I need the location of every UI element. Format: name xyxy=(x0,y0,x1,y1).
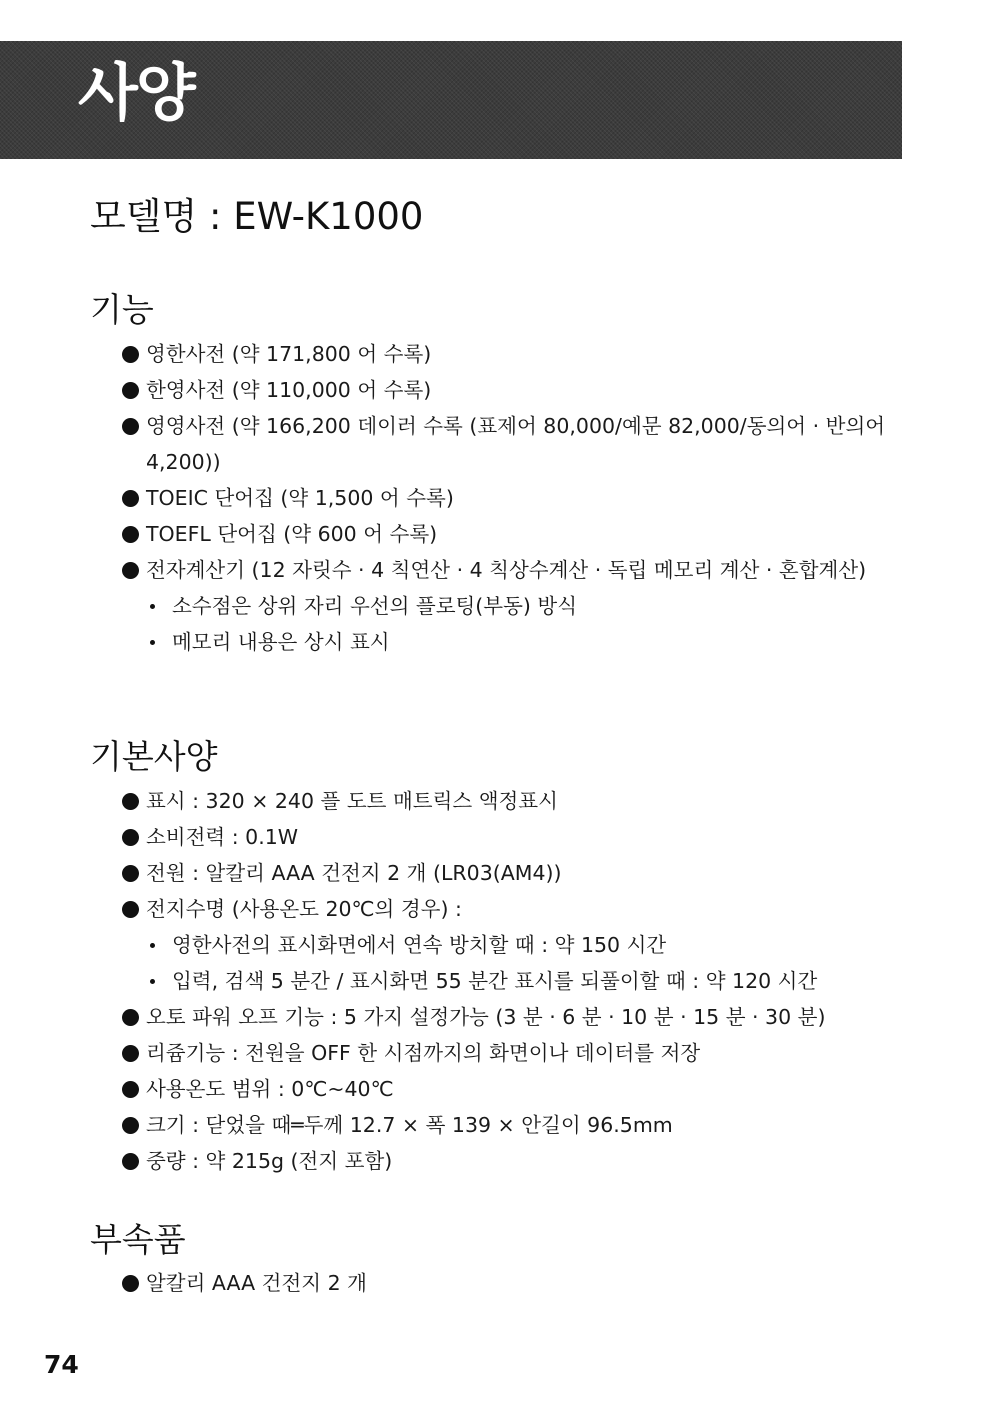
page-title: 사양 xyxy=(78,56,194,129)
list-item: 알칼리 AAA 건전지 2 개 xyxy=(122,1265,922,1301)
list-item: TOEFL 단어집 (약 600 어 수록) xyxy=(122,516,922,552)
bullet-icon xyxy=(122,490,139,507)
list-item: 소비전력 : 0.1W xyxy=(122,819,922,855)
bullet-icon xyxy=(122,1045,139,1062)
bullet-icon xyxy=(122,418,139,435)
bullet-icon xyxy=(122,526,139,543)
bullet-icon xyxy=(122,829,139,846)
list-item: 영영사전 (약 166,200 데이러 수록 (표제어 80,000/예문 82,000/동의어 · 반의어 4,200)) xyxy=(122,408,922,480)
bullet-icon xyxy=(122,1153,139,1170)
small-bullet-icon xyxy=(150,604,155,609)
section-heading-functions: 기능 xyxy=(90,290,154,329)
bullet-icon xyxy=(122,793,139,810)
model-name: 모델명 : EW-K1000 xyxy=(90,195,424,238)
bullet-icon xyxy=(122,1275,139,1292)
small-bullet-icon xyxy=(150,640,155,645)
list-item: 전지수명 (사용온도 20℃의 경우) : xyxy=(122,891,922,927)
bullet-icon xyxy=(122,1117,139,1134)
list-item: 중량 : 약 215g (전지 포함) xyxy=(122,1143,922,1179)
list-item: 크기 : 닫었을 때═두께 12.7 × 폭 139 × 안길이 96.5mm xyxy=(122,1107,922,1143)
section-heading-accessories: 부속품 xyxy=(90,1220,186,1259)
accessories-list xyxy=(122,1265,922,1301)
list-item: 오토 파워 오프 기능 : 5 가지 설정가능 (3 분 · 6 분 · 10 분 · 15 분 · 30 분) xyxy=(122,999,922,1035)
list-item: 표시 : 320 × 240 플 도트 매트릭스 액정표시 xyxy=(122,783,922,819)
sub-list-item: 소수점은 상위 자리 우선의 플로팅(부동) 방식 xyxy=(122,588,922,624)
sub-list-item: 입력, 검색 5 분간 / 표시화면 55 분간 표시를 되풀이할 때 : 약 120 시간 xyxy=(122,963,922,999)
bullet-icon xyxy=(122,562,139,579)
basic-spec-list xyxy=(122,783,922,1179)
list-item: 전자계산기 (12 자릿수 · 4 칙연산 · 4 칙상수계산 · 독립 메모리 계산 · 혼합계산) xyxy=(122,552,922,588)
list-item: 영한사전 (약 171,800 어 수록) xyxy=(122,336,922,372)
sub-list-item: 영한사전의 표시화면에서 연속 방치할 때 : 약 150 시간 xyxy=(122,927,922,963)
bullet-icon xyxy=(122,346,139,363)
list-item: 전원 : 알칼리 AAA 건전지 2 개 (LR03(AM4)) xyxy=(122,855,922,891)
bullet-icon xyxy=(122,1009,139,1026)
bullet-icon xyxy=(122,1081,139,1098)
bullet-icon xyxy=(122,865,139,882)
small-bullet-icon xyxy=(150,979,155,984)
functions-list xyxy=(122,336,922,660)
sub-list-item: 메모리 내용은 상시 표시 xyxy=(122,624,922,660)
small-bullet-icon xyxy=(150,943,155,948)
list-item: 사용온도 범위 : 0℃~40℃ xyxy=(122,1071,922,1107)
bullet-icon xyxy=(122,382,139,399)
list-item: 리쥼기능 : 전원을 OFF 한 시점까지의 화면이나 데이터를 저장 xyxy=(122,1035,922,1071)
section-heading-basic: 기본사양 xyxy=(90,737,218,776)
bullet-icon xyxy=(122,901,139,918)
list-item: 한영사전 (약 110,000 어 수록) xyxy=(122,372,922,408)
list-item: TOEIC 단어집 (약 1,500 어 수록) xyxy=(122,480,922,516)
page-number: 74 xyxy=(44,1350,79,1379)
